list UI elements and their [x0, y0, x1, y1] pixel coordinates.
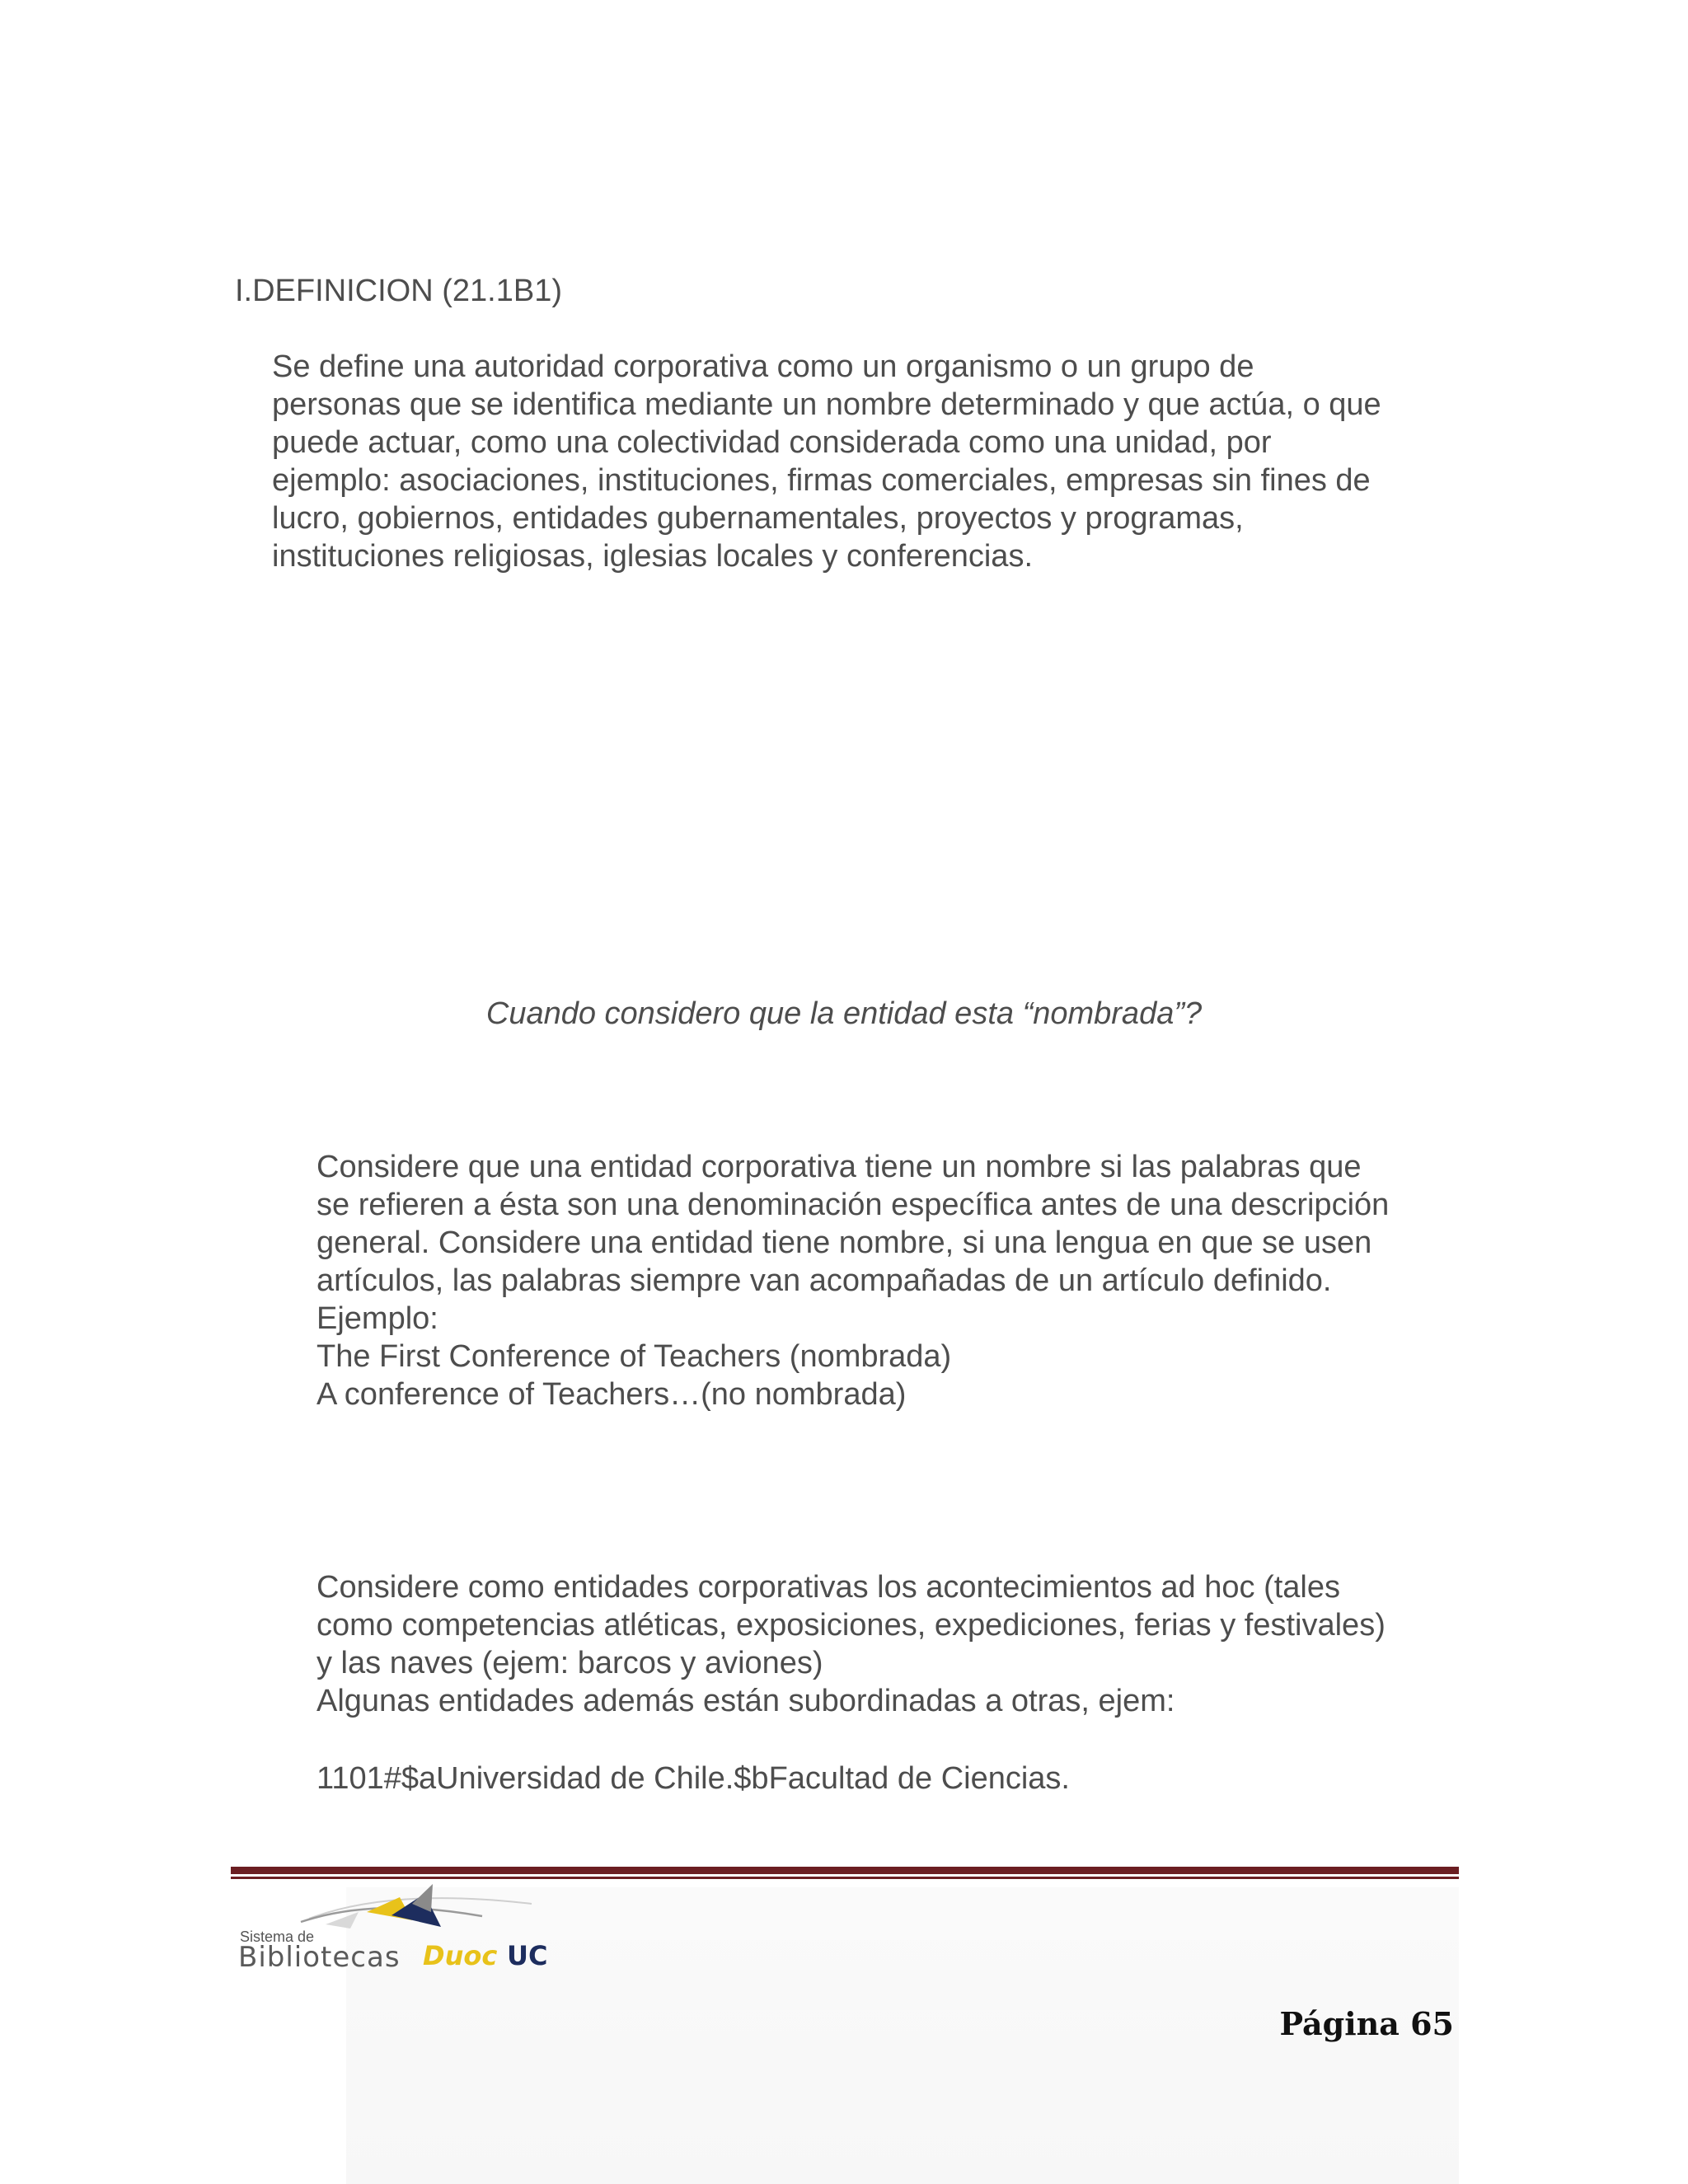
definition-line: Se define una autoridad corporativa como un organismo o un grupo de [272, 349, 1254, 384]
named-line: A conference of Teachers…(no nombrada) [316, 1377, 907, 1412]
definition-line: instituciones religiosas, iglesias locales y conferencias. [272, 539, 1034, 574]
question-heading: Cuando considero que la entidad esta “nombrada”? [485, 996, 1203, 1031]
definition-line: personas que se identifica mediante un nombre determinado y que actúa, o que [272, 387, 1381, 422]
named-line: Considere que una entidad corporativa tiene un nombre si las palabras que [316, 1150, 1362, 1184]
adhoc-line: Algunas entidades además están subordinadas a otras, ejem: [316, 1684, 1175, 1718]
page-number: Página 65 [1279, 2005, 1454, 2042]
definition-line: lucro, gobiernos, entidades gubernamentales, proyectos y programas, [272, 501, 1244, 536]
named-entity-paragraph [316, 1148, 1389, 1413]
definition-line: puede actuar, como una colectividad considerada como una unidad, por [272, 425, 1272, 460]
example-code [316, 1760, 1070, 1797]
library-logo [235, 1879, 598, 1978]
definition-paragraph [272, 348, 1381, 575]
footer-rule [231, 1867, 1459, 1880]
adhoc-line: como competencias atléticas, exposiciones, expediciones, ferias y festivales) [316, 1608, 1386, 1643]
footer-rule-thick [231, 1867, 1459, 1874]
adhoc-paragraph [316, 1568, 1386, 1720]
section-heading: I.DEFINICION (21.1B1) [235, 274, 562, 308]
named-line: general. Considere una entidad tiene nombre, si una lengua en que se usen [316, 1226, 1372, 1260]
named-line: The First Conference of Teachers (nombrada) [316, 1339, 952, 1374]
adhoc-line: y las naves (ejem: barcos y aviones) [316, 1646, 823, 1680]
logo-small-text: Sistema de [240, 1929, 315, 1945]
named-line: Ejemplo: [316, 1301, 438, 1336]
logo-main-text: Bibliotecas [238, 1941, 401, 1974]
logo-brand-uc: UC [507, 1940, 548, 1971]
adhoc-line: Considere como entidades corporativas los acontecimientos ad hoc (tales [316, 1570, 1340, 1605]
definition-line: ejemplo: asociaciones, instituciones, firmas comerciales, empresas sin fines de [272, 463, 1371, 498]
logo-brand-duoc: Duoc [423, 1940, 498, 1971]
example-code-line: 1101#$aUniversidad de Chile.$bFacultad de Ciencias. [316, 1761, 1070, 1796]
named-line: se refieren a ésta son una denominación específica antes de una descripción [316, 1188, 1390, 1222]
named-line: artículos, las palabras siempre van acompañadas de un artículo definido. [316, 1263, 1332, 1298]
